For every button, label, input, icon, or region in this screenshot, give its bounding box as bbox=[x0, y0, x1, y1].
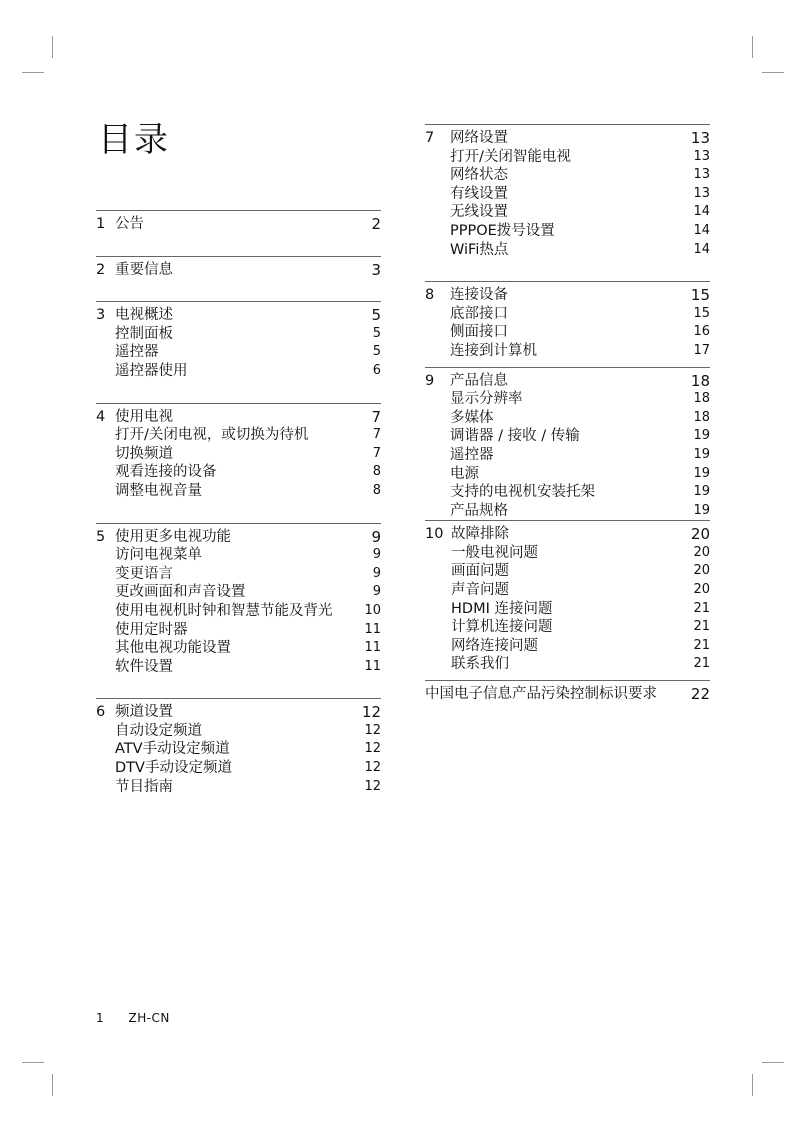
toc-section bbox=[425, 680, 710, 704]
toc-subentry[interactable] bbox=[425, 562, 710, 581]
subentry-title: 网络状态 bbox=[450, 167, 508, 184]
subentry-title: 网络连接问题 bbox=[451, 637, 538, 654]
chapter-title: 中国电子信息产品污染控制标识要求 bbox=[425, 686, 657, 703]
toc-subentry[interactable] bbox=[96, 325, 381, 344]
page-number: 9 bbox=[372, 547, 381, 563]
toc-section bbox=[96, 210, 381, 234]
page-number: 8 bbox=[372, 482, 381, 498]
page-number: 12 bbox=[364, 778, 381, 794]
toc-section bbox=[425, 520, 710, 674]
subentry-title: 联系我们 bbox=[451, 656, 509, 673]
toc-chapter-entry[interactable] bbox=[96, 703, 381, 722]
page-number: 16 bbox=[693, 324, 710, 340]
chapter-number: 6 bbox=[96, 704, 106, 721]
chapter-title: 连接设备 bbox=[450, 287, 508, 304]
subentry-title: 调谐器 / 接收 / 传输 bbox=[450, 428, 580, 445]
page-number: 20 bbox=[693, 582, 710, 598]
toc-section bbox=[425, 124, 710, 259]
page-number: 13 bbox=[693, 167, 710, 183]
toc-subentry[interactable] bbox=[425, 600, 710, 619]
toc-subentry[interactable] bbox=[96, 778, 381, 797]
page-number: 21 bbox=[693, 600, 710, 616]
subentry-title: 多媒体 bbox=[450, 409, 494, 426]
subentry-title: PPPOE拨号设置 bbox=[450, 222, 555, 239]
footer-language: ZH-CN bbox=[128, 1011, 170, 1025]
toc-subentry[interactable] bbox=[96, 482, 381, 501]
page-number: 20 bbox=[693, 563, 710, 579]
toc-chapter-entry[interactable] bbox=[96, 528, 381, 547]
page-number: 7 bbox=[371, 407, 381, 426]
chapter-title: 重要信息 bbox=[115, 261, 173, 278]
toc-subentry[interactable] bbox=[425, 241, 710, 260]
chapter-title: 使用更多电视功能 bbox=[115, 528, 231, 545]
chapter-title: 频道设置 bbox=[115, 704, 173, 721]
chapter-title: 使用电视 bbox=[115, 408, 173, 425]
subentry-title: 自动设定频道 bbox=[115, 722, 202, 739]
subentry-title: 侧面接口 bbox=[450, 324, 508, 341]
subentry-title: 使用定时器 bbox=[115, 621, 188, 638]
crop-mark bbox=[762, 72, 784, 73]
subentry-title: 其他电视功能设置 bbox=[115, 640, 231, 657]
chapter-number: 3 bbox=[96, 307, 106, 324]
subentry-title: 连接到计算机 bbox=[450, 342, 537, 359]
page-number: 8 bbox=[372, 464, 381, 480]
toc-subentry[interactable] bbox=[96, 426, 381, 445]
toc-subentry[interactable] bbox=[96, 445, 381, 464]
page-number: 21 bbox=[693, 656, 710, 672]
page-number: 12 bbox=[364, 760, 381, 776]
page-number: 19 bbox=[693, 502, 710, 518]
subentry-title: 声音问题 bbox=[451, 582, 509, 599]
toc-subentry[interactable] bbox=[425, 185, 710, 204]
subentry-title: 使用电视机时钟和智慧节能及背光 bbox=[115, 602, 333, 619]
page-number: 20 bbox=[693, 544, 710, 560]
chapter-title: 网络设置 bbox=[450, 130, 508, 146]
page-number: 5 bbox=[372, 344, 381, 360]
toc-subentry[interactable] bbox=[96, 583, 381, 602]
crop-mark bbox=[22, 72, 44, 73]
toc-subentry[interactable] bbox=[425, 166, 710, 185]
toc-left-column bbox=[96, 210, 381, 796]
toc-subentry[interactable] bbox=[425, 342, 710, 361]
crop-mark bbox=[52, 36, 53, 58]
page-number: 20 bbox=[690, 525, 710, 544]
toc-chapter-entry[interactable] bbox=[96, 261, 381, 280]
subentry-title: 变更语言 bbox=[115, 565, 173, 582]
subentry-title: 遥控器使用 bbox=[115, 362, 188, 379]
footer-page-number: 1 bbox=[96, 1011, 105, 1025]
chapter-title: 产品信息 bbox=[450, 372, 508, 389]
toc-subentry[interactable] bbox=[96, 658, 381, 677]
page-number: 19 bbox=[693, 428, 710, 444]
subentry-title: 计算机连接问题 bbox=[451, 619, 553, 636]
page-number: 14 bbox=[693, 241, 710, 257]
page-number: 15 bbox=[693, 305, 710, 321]
page-number: 5 bbox=[371, 306, 381, 325]
chapter-number: 9 bbox=[425, 372, 435, 389]
toc-subentry[interactable] bbox=[425, 148, 710, 167]
chapter-number: 10 bbox=[425, 526, 444, 543]
subentry-title: 控制面板 bbox=[115, 325, 173, 342]
subentry-title: 遥控器 bbox=[115, 344, 159, 361]
chapter-number: 2 bbox=[96, 261, 106, 278]
page-number: 11 bbox=[364, 658, 381, 674]
toc-subentry[interactable] bbox=[425, 427, 710, 446]
chapter-number: 8 bbox=[425, 287, 435, 304]
page-number: 13 bbox=[693, 148, 710, 164]
page-number: 3 bbox=[371, 260, 381, 279]
page-number: 13 bbox=[693, 185, 710, 201]
toc-chapter-entry[interactable] bbox=[425, 286, 710, 305]
page-number: 7 bbox=[372, 427, 381, 443]
toc-subentry[interactable] bbox=[96, 740, 381, 759]
toc-subentry[interactable] bbox=[96, 546, 381, 565]
toc-section bbox=[96, 403, 381, 501]
subentry-title: 无线设置 bbox=[450, 204, 508, 221]
toc-chapter-entry[interactable] bbox=[425, 129, 710, 148]
subentry-title: 访问电视菜单 bbox=[115, 547, 202, 564]
subentry-title: WiFi热点 bbox=[450, 241, 509, 258]
subentry-title: 软件设置 bbox=[115, 658, 173, 675]
page-number: 21 bbox=[693, 637, 710, 653]
page-number: 11 bbox=[364, 621, 381, 637]
toc-subentry[interactable] bbox=[96, 602, 381, 621]
subentry-title: HDMI 连接问题 bbox=[451, 600, 553, 617]
page-number: 13 bbox=[690, 129, 710, 147]
page-title: 目录 bbox=[98, 120, 170, 160]
page-number: 17 bbox=[693, 342, 710, 358]
page-number: 15 bbox=[690, 286, 710, 305]
page-number: 10 bbox=[364, 602, 381, 618]
subentry-title: ATV手动设定频道 bbox=[115, 741, 230, 758]
page-number: 12 bbox=[364, 741, 381, 757]
page-number: 6 bbox=[372, 362, 381, 378]
chapter-number: 1 bbox=[96, 216, 106, 232]
page-number: 9 bbox=[372, 584, 381, 600]
toc-subentry[interactable] bbox=[425, 222, 710, 241]
toc-chapter-entry[interactable] bbox=[425, 525, 710, 544]
chapter-title: 故障排除 bbox=[451, 526, 509, 543]
toc-subentry[interactable] bbox=[96, 759, 381, 778]
page-number: 19 bbox=[693, 465, 710, 481]
toc-subentry[interactable] bbox=[425, 637, 710, 656]
page-number: 18 bbox=[693, 409, 710, 425]
subentry-title: 更改画面和声音设置 bbox=[115, 584, 246, 601]
page-number: 18 bbox=[690, 371, 710, 390]
crop-mark bbox=[52, 1074, 53, 1096]
page-number: 14 bbox=[693, 222, 710, 238]
page-number: 22 bbox=[690, 685, 710, 704]
toc-section bbox=[96, 256, 381, 280]
toc-subentry[interactable] bbox=[425, 203, 710, 222]
page-number: 12 bbox=[364, 722, 381, 738]
toc-subentry[interactable] bbox=[425, 483, 710, 502]
subentry-title: 打开/关闭电视，或切换为待机 bbox=[115, 427, 309, 444]
page-number: 7 bbox=[372, 445, 381, 461]
toc-subentry[interactable] bbox=[425, 502, 710, 521]
chapter-number: 5 bbox=[96, 528, 106, 545]
toc-subentry[interactable] bbox=[96, 362, 381, 381]
chapter-title: 公告 bbox=[115, 216, 144, 232]
subentry-title: 有线设置 bbox=[450, 185, 508, 202]
subentry-title: 底部接口 bbox=[450, 305, 508, 322]
toc-subentry[interactable] bbox=[425, 544, 710, 563]
subentry-title: 画面问题 bbox=[451, 563, 509, 580]
toc-section bbox=[96, 301, 381, 380]
page-number: 9 bbox=[371, 527, 381, 546]
subentry-title: 显示分辨率 bbox=[450, 391, 523, 408]
subentry-title: DTV手动设定频道 bbox=[115, 760, 232, 777]
page-number: 12 bbox=[361, 703, 381, 722]
toc-section bbox=[96, 698, 381, 796]
toc-chapter-entry[interactable] bbox=[96, 408, 381, 427]
toc-subentry[interactable] bbox=[96, 621, 381, 640]
toc-subentry[interactable] bbox=[425, 390, 710, 409]
page-number: 18 bbox=[693, 391, 710, 407]
subentry-title: 产品规格 bbox=[450, 502, 508, 519]
toc-subentry[interactable] bbox=[96, 722, 381, 741]
toc-chapter-entry[interactable] bbox=[425, 372, 710, 391]
toc-section bbox=[425, 367, 710, 521]
toc-chapter-entry[interactable] bbox=[425, 685, 710, 704]
toc-subentry[interactable] bbox=[425, 305, 710, 324]
page-number: 21 bbox=[693, 619, 710, 635]
toc-subentry[interactable] bbox=[425, 618, 710, 637]
page-number: 14 bbox=[693, 204, 710, 220]
toc-subentry[interactable] bbox=[96, 565, 381, 584]
subentry-title: 支持的电视机安装托架 bbox=[450, 484, 595, 501]
page-number: 19 bbox=[693, 484, 710, 500]
page-number: 2 bbox=[371, 215, 381, 233]
page-footer bbox=[96, 1011, 170, 1025]
chapter-number: 7 bbox=[425, 130, 435, 146]
toc-subentry[interactable] bbox=[96, 639, 381, 658]
toc-subentry[interactable] bbox=[96, 463, 381, 482]
crop-mark bbox=[752, 1074, 753, 1096]
crop-mark bbox=[22, 1062, 44, 1063]
toc-chapter-entry[interactable] bbox=[96, 306, 381, 325]
toc-subentry[interactable] bbox=[425, 323, 710, 342]
toc-section bbox=[425, 281, 710, 360]
subentry-title: 节目指南 bbox=[115, 778, 173, 795]
chapter-number: 4 bbox=[96, 408, 106, 425]
crop-mark bbox=[752, 36, 753, 58]
subentry-title: 一般电视问题 bbox=[451, 544, 538, 561]
toc-chapter-entry[interactable] bbox=[96, 215, 381, 234]
subentry-title: 遥控器 bbox=[450, 446, 494, 463]
page-number: 11 bbox=[364, 640, 381, 656]
subentry-title: 电源 bbox=[450, 465, 479, 482]
chapter-title: 电视概述 bbox=[115, 307, 173, 324]
page-number: 5 bbox=[372, 325, 381, 341]
toc-subentry[interactable] bbox=[425, 581, 710, 600]
toc-right-column bbox=[425, 124, 710, 704]
subentry-title: 切换频道 bbox=[115, 445, 173, 462]
page-number: 19 bbox=[693, 446, 710, 462]
subentry-title: 观看连接的设备 bbox=[115, 464, 217, 481]
toc-section bbox=[96, 523, 381, 677]
toc-subentry[interactable] bbox=[425, 409, 710, 428]
toc-subentry[interactable] bbox=[96, 343, 381, 362]
toc-subentry[interactable] bbox=[425, 446, 710, 465]
toc-subentry[interactable] bbox=[425, 465, 710, 484]
crop-mark bbox=[762, 1062, 784, 1063]
subentry-title: 调整电视音量 bbox=[115, 482, 202, 499]
subentry-title: 打开/关闭智能电视 bbox=[450, 148, 571, 165]
toc-subentry[interactable] bbox=[425, 655, 710, 674]
page-number: 9 bbox=[372, 565, 381, 581]
